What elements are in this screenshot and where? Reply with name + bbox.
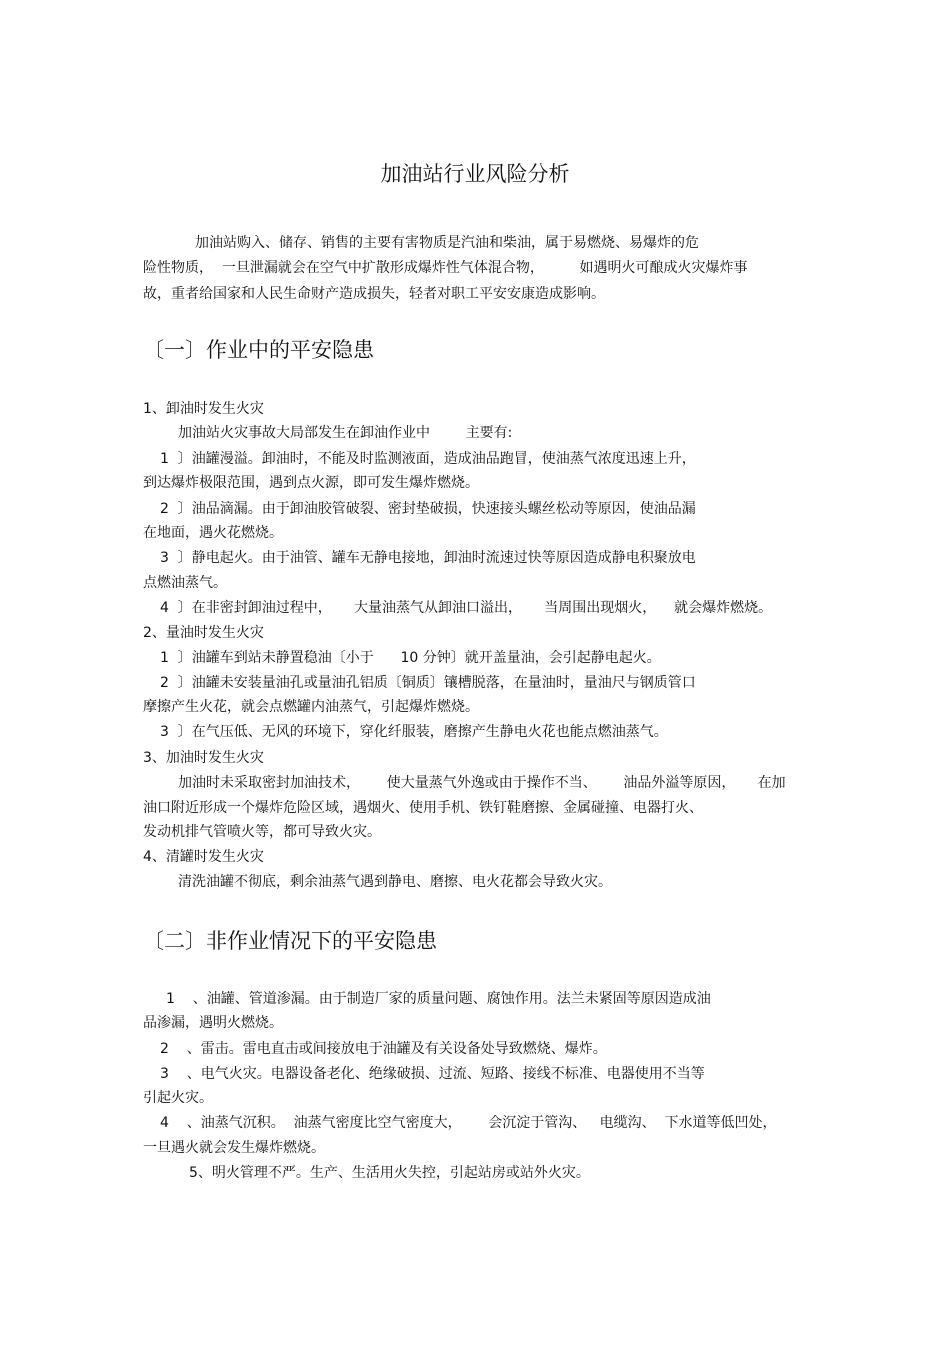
s1-line: 清洗油罐不彻底，剩余油蒸气遇到静电、磨擦、电火花都会导致火灾。	[178, 874, 612, 890]
s1-subheading-measuring: 2、量油时发生火灾	[143, 625, 264, 641]
s1-line: 在地面，遇火花燃烧。	[143, 525, 283, 541]
s1-line: 1 〕油罐车到站未静置稳油〔小于 10 分钟〕就开盖量油，会引起静电起火。	[160, 650, 661, 666]
s1-line: 2 〕油罐未安装量油孔或量油孔铝质〔铜质〕镶槽脱落，在量油时，量油尺与钢质管口	[160, 675, 696, 691]
s2-line: 引起火灾。	[143, 1090, 213, 1106]
s2-line: 5、明火管理不严。生产、生活用火失控，引起站房或站外火灾。	[189, 1165, 590, 1181]
s2-line: 4 、油蒸气沉积。 油蒸气密度比空气密度大， 会沉淀于管沟、 电缆沟、 下水道等低凹处，	[160, 1115, 777, 1131]
s1-line: 油口附近形成一个爆炸危险区域，遇烟火、使用手机、铁钉鞋磨擦、金属碰撞、电器打火、	[143, 800, 703, 816]
s1-line: 到达爆炸极限范围，遇到点火源，即可发生爆炸燃烧。	[143, 475, 479, 491]
s2-line: 品渗漏，遇明火燃烧。	[143, 1015, 283, 1031]
intro-line-1: 加油站购入、储存、销售的主要有害物质是汽油和柴油，属于易燃烧、易爆炸的危	[195, 235, 699, 251]
s2-line: 2 、雷击。雷电直击或间接放电于油罐及有关设备处导致燃烧、爆炸。	[160, 1041, 607, 1057]
document-title: 加油站行业风险分析	[380, 162, 570, 186]
s1-line: 发动机排气管喷火等，都可导致火灾。	[143, 824, 381, 840]
s1-line: 2 〕油品滴漏。由于卸油胶管破裂、密封垫破损，快速接头螺丝松动等原因，使油品漏	[160, 501, 696, 517]
section-2-heading: 〔二〕非作业情况下的平安隐患	[143, 929, 437, 953]
intro-line-3: 故，重者给国家和人民生命财产造成损失，轻者对职工平安安康造成影响。	[143, 286, 605, 302]
s2-line: 一旦遇火就会发生爆炸燃烧。	[143, 1140, 325, 1156]
s1-line: 3 〕静电起火。由于油管、罐车无静电接地，卸油时流速过快等原因造成静电积聚放电	[160, 550, 696, 566]
s1-line: 4 〕在非密封卸油过程中， 大量油蒸气从卸油口溢出， 当周围出现烟火， 就会爆炸燃烧。	[160, 600, 773, 616]
s2-line: 3 、电气火灾。电器设备老化、绝缘破损、过流、短路、接线不标准、电器使用不当等	[160, 1066, 705, 1082]
s1-subheading-refueling: 3、加油时发生火灾	[143, 750, 264, 766]
s1-line: 1 〕油罐漫溢。卸油时，不能及时监测液面，造成油品跑冒，使油蒸气浓度迅速上升，	[160, 451, 696, 467]
s1-line: 点燃油蒸气。	[143, 575, 227, 591]
s1-line: 3 〕在气压低、无风的环境下，穿化纤服装，磨擦产生静电火花也能点燃油蒸气。	[160, 724, 668, 740]
s1-line: 摩擦产生火花，就会点燃罐内油蒸气，引起爆炸燃烧。	[143, 699, 479, 715]
s1-subheading-unloading: 1、卸油时发生火灾	[143, 401, 264, 417]
intro-line-2: 险性物质， 一旦泄漏就会在空气中扩散形成爆炸性气体混合物， 如遇明火可酿成火灾爆炸事	[143, 260, 748, 276]
section-1-heading: 〔一〕作业中的平安隐患	[143, 338, 374, 362]
s1-line: 加油站火灾事故大局部发生在卸油作业中 主要有:	[178, 425, 513, 441]
s2-line: 1 、油罐、管道渗漏。由于制造厂家的质量问题、腐蚀作用。法兰未紧固等原因造成油	[166, 991, 711, 1007]
s1-subheading-tank-cleaning: 4、清罐时发生火灾	[143, 849, 264, 865]
s1-line: 加油时未采取密封加油技术， 使大量蒸气外逸或由于操作不当、 油品外溢等原因， 在加	[178, 775, 786, 791]
